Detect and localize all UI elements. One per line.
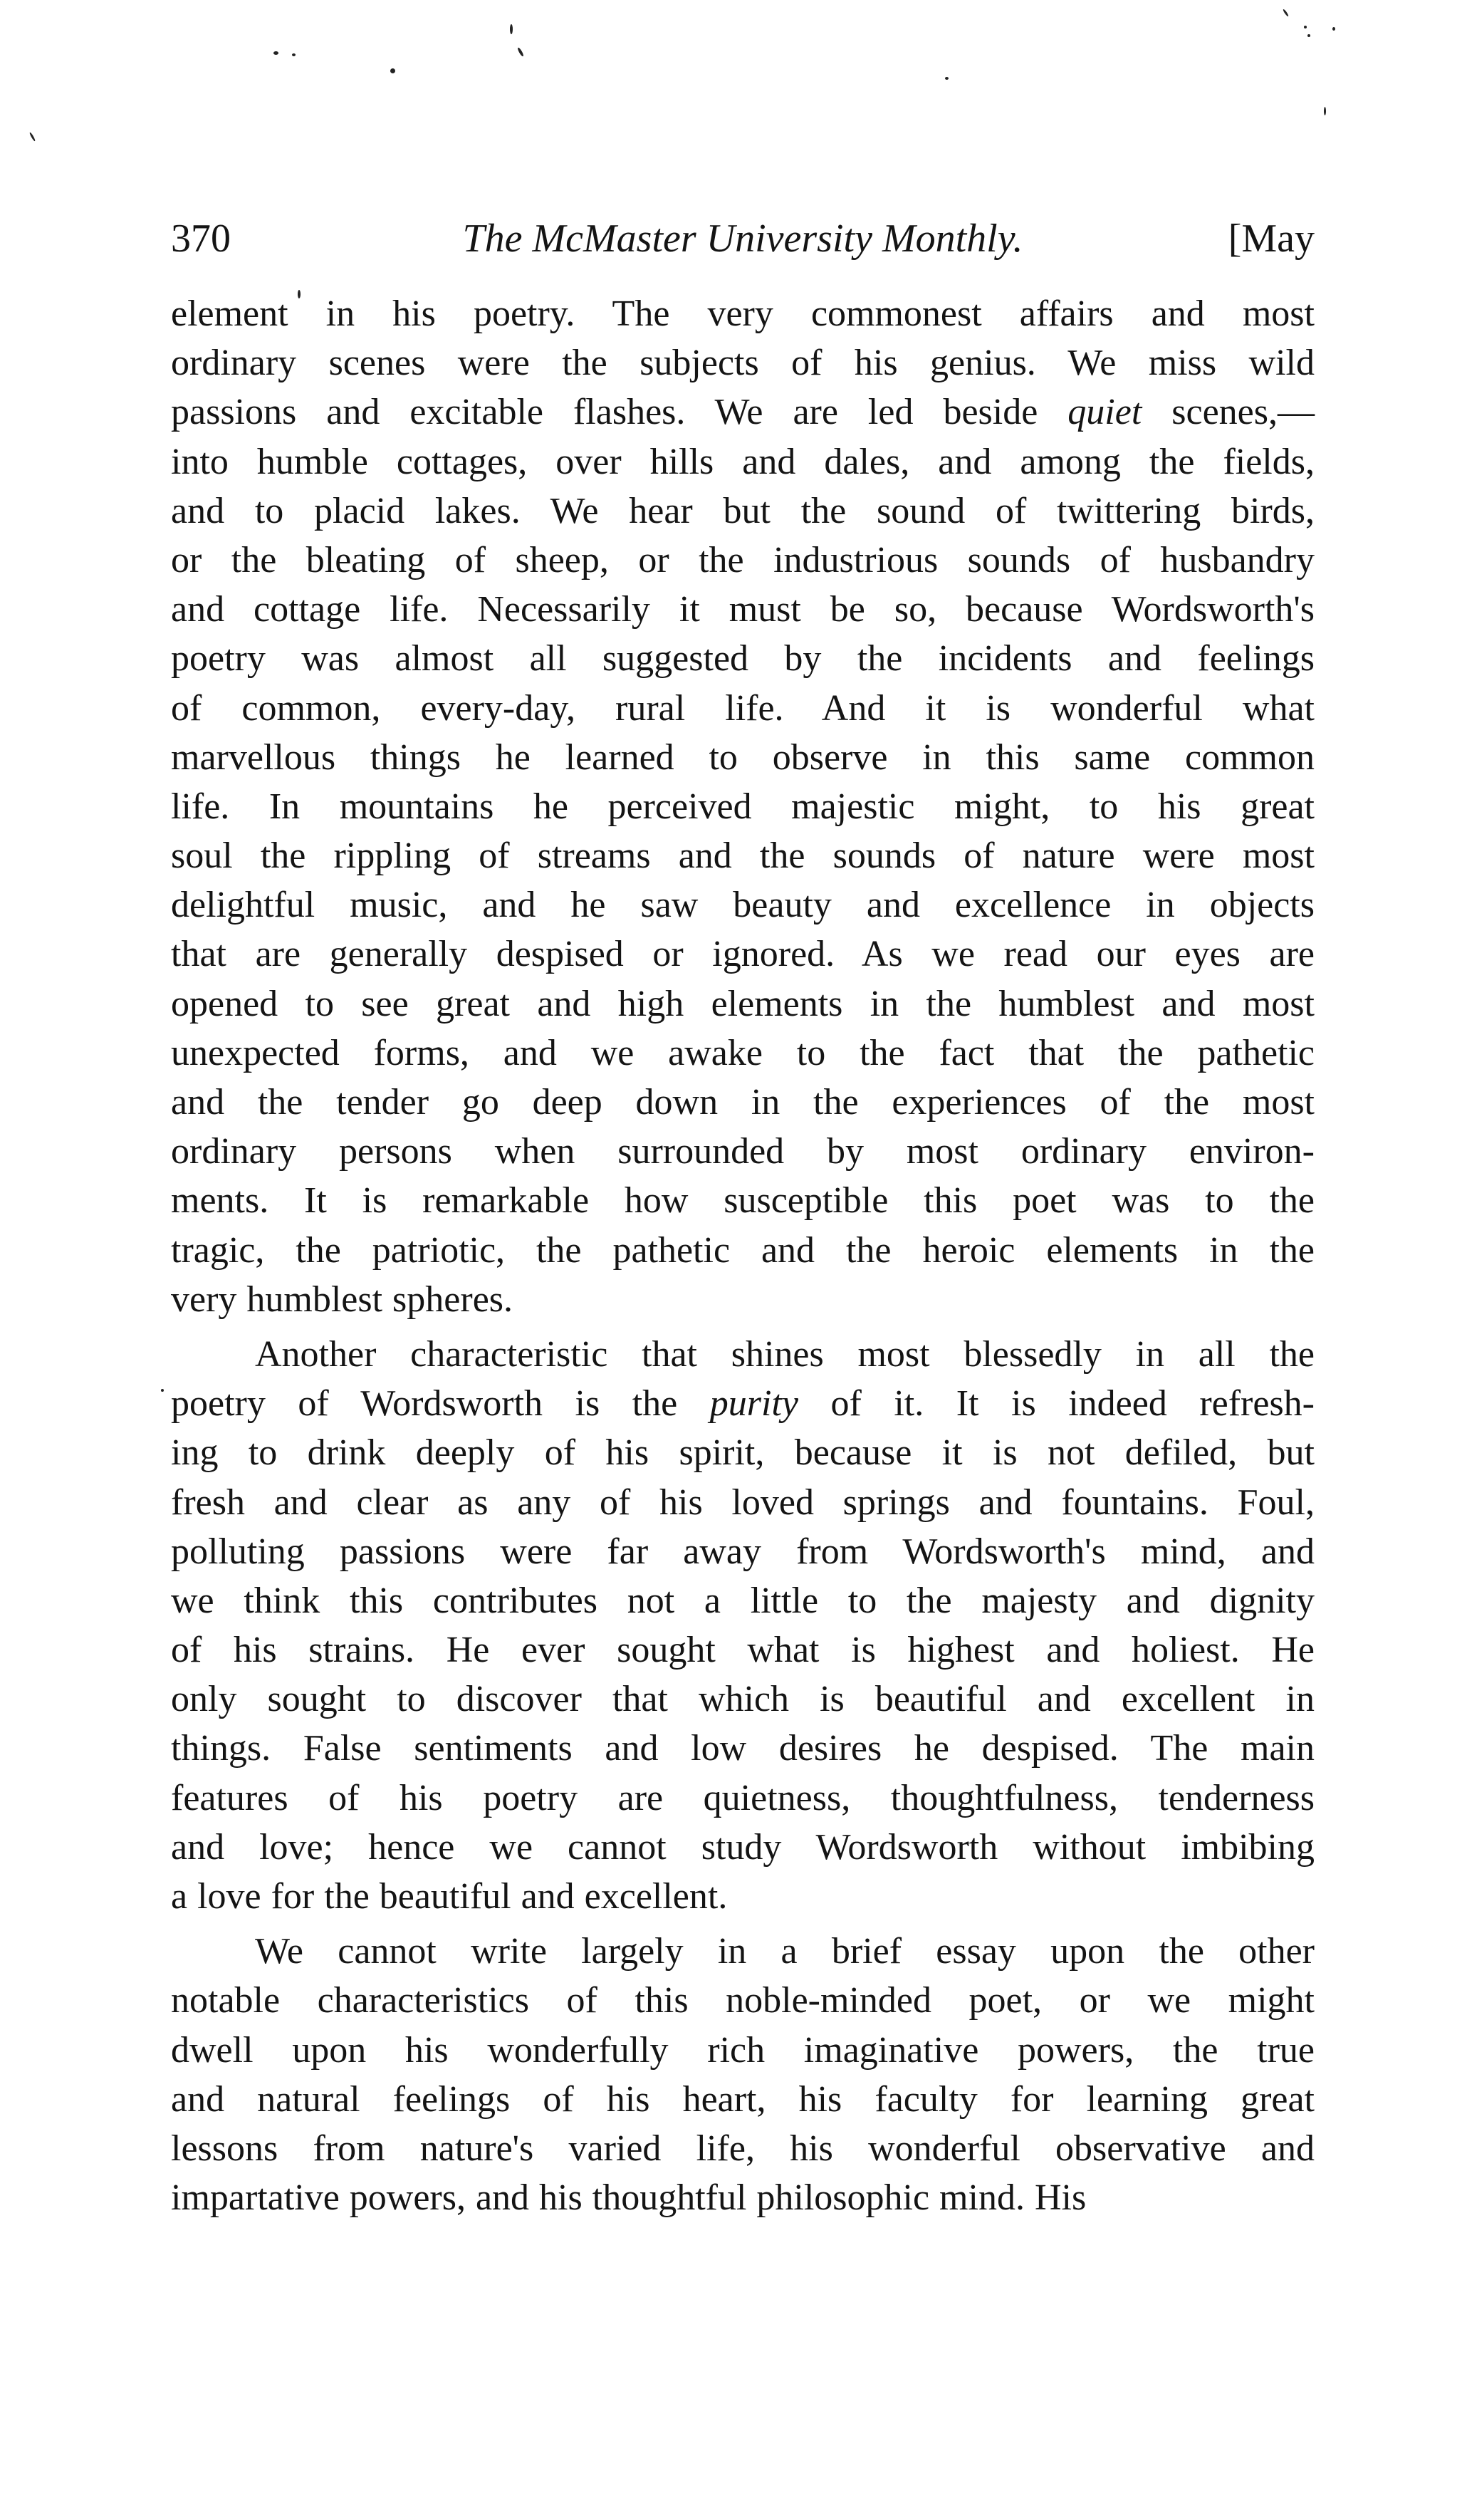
- speck: [273, 51, 278, 55]
- paragraph: [171, 1927, 1315, 2222]
- speck: [945, 77, 949, 80]
- text-line: and cottage life. Necessarily it must be so, because Wordsworth's: [171, 589, 1315, 630]
- speck: [1324, 107, 1326, 115]
- speck: [390, 68, 395, 73]
- paragraph: [171, 289, 1315, 1324]
- text-line: into humble cottages, over hills and dales, and among the fields,: [171, 441, 1315, 482]
- text-line: tragic, the patriotic, the pathetic and the heroic elements in the: [171, 1229, 1315, 1271]
- page-number: 370: [171, 217, 231, 261]
- text-line: lessons from nature's varied life, his wonderful observative and: [171, 2128, 1315, 2169]
- text-line: features of his poetry are quietness, thoughtfulness, tenderness: [171, 1777, 1315, 1818]
- speck: [161, 1389, 164, 1392]
- text-line: Another characteristic that shines most blessedly in all the: [255, 1333, 1315, 1375]
- text-line: and love; hence we cannot study Wordsworth without imbibing: [171, 1826, 1315, 1868]
- text-line: a love for the beautiful and excellent.: [171, 1876, 728, 1917]
- speck: [1283, 9, 1289, 17]
- text-line: ordinary persons when surrounded by most ordinary environ-: [171, 1131, 1315, 1172]
- text-line: life. In mountains he perceived majestic might, to his great: [171, 786, 1315, 827]
- text-line: soul the rippling of streams and the sounds of nature were most: [171, 835, 1315, 877]
- text-line: ordinary scenes were the subjects of his genius. We miss wild: [171, 343, 1315, 384]
- text-line: element in his poetry. The very commonest affairs and most: [171, 293, 1315, 334]
- text-line: things. False sentiments and low desires he despised. The main: [171, 1728, 1315, 1769]
- text-line: opened to see great and high elements in the humblest and most: [171, 983, 1315, 1024]
- article-body: [171, 289, 1315, 2222]
- text-line: notable characteristics of this noble-minded poet, or we might: [171, 1980, 1315, 2021]
- text-line: of common, every-day, rural life. And it is wonderful what: [171, 687, 1315, 729]
- text-line: delightful music, and he saw beauty and excellence in objects: [171, 885, 1315, 926]
- emphasis: quiet: [1067, 392, 1142, 433]
- text-line: ments. It is remarkable how susceptible this poet was to the: [171, 1180, 1315, 1222]
- text-line: or the bleating of sheep, or the industrious sounds of husbandry: [171, 539, 1315, 580]
- issue-month: [May: [1228, 217, 1315, 261]
- running-header: [171, 207, 1315, 271]
- speck: [517, 47, 524, 57]
- speck: [292, 53, 296, 56]
- text-line: and to placid lakes. We hear but the sound of twittering birds,: [171, 490, 1315, 531]
- text-line: ing to drink deeply of his spirit, because it is not defiled, but: [171, 1432, 1315, 1474]
- text-line: unexpected forms, and we awake to the fact that the pathetic: [171, 1032, 1315, 1073]
- text-line: and natural feelings of his heart, his faculty for learning great: [171, 2078, 1315, 2120]
- text-line: dwell upon his wonderfully rich imaginative powers, the true: [171, 2029, 1315, 2071]
- text-line: We cannot write largely in a brief essay upon the other: [255, 1931, 1315, 1972]
- speck: [510, 24, 513, 34]
- text-line: poetry was almost all suggested by the incidents and feelings: [171, 638, 1315, 680]
- text-line: only sought to discover that which is beautiful and excellent in: [171, 1679, 1315, 1720]
- paragraph: [171, 1330, 1315, 1921]
- text-line: very humblest spheres.: [171, 1279, 513, 1320]
- speck: [1332, 27, 1335, 31]
- text-line: fresh and clear as any of his loved springs and fountains. Foul,: [171, 1482, 1315, 1523]
- text-line: polluting passions were far away from Wordsworth's mind, and: [171, 1531, 1315, 1572]
- speck: [1307, 34, 1310, 37]
- running-title: The McMaster University Monthly.: [462, 217, 1023, 261]
- text-line: marvellous things he learned to observe in this same common: [171, 736, 1315, 778]
- text-line: impartative powers, and his thoughtful philosophic mind. His: [171, 2177, 1087, 2219]
- emphasis: purity: [709, 1383, 798, 1425]
- text-line: we think this contributes not a little to the majesty and dignity: [171, 1580, 1315, 1621]
- text-line: of his strains. He ever sought what is highest and holiest. He: [171, 1630, 1315, 1671]
- text-line: that are generally despised or ignored. As we read our eyes are: [171, 934, 1315, 975]
- speck: [29, 132, 36, 142]
- text-line: and the tender go deep down in the experiences of the most: [171, 1082, 1315, 1123]
- text-line: passions and excitable flashes. We are led beside quiet scenes,—: [171, 392, 1315, 433]
- speck: [1304, 26, 1307, 28]
- text-line: poetry of Wordsworth is the purity of it. It is indeed refresh-: [171, 1383, 1315, 1425]
